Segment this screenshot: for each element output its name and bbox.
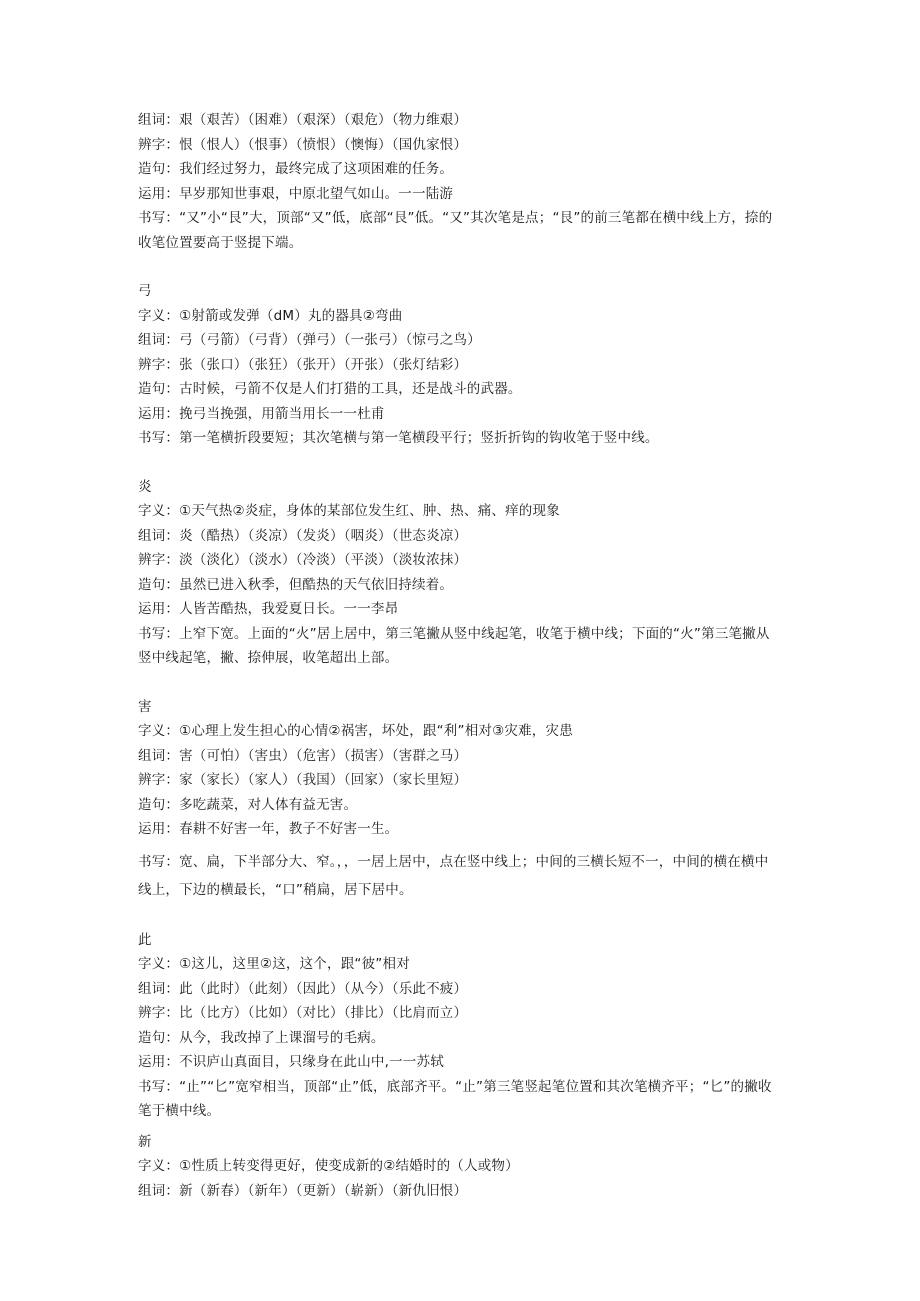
- intro-zaoju: 造句：我们经过努力，最终完成了这项困难的任务。: [138, 161, 454, 177]
- entry-ziyi: 字义：①这儿，这里②这，这个，跟“彼”相对: [138, 956, 410, 972]
- entry-zaoju: 造句：古时候，弓箭不仅是人们打猎的工具，还是战斗的武器。: [138, 381, 522, 397]
- entry-ziyi: 字义：①射箭或发弹（dM）丸的器具②弯曲: [138, 307, 403, 324]
- entry-zuci: 组词：弓（弓箭）（弓背）（弹弓）（一张弓）（惊弓之鸟）: [138, 332, 481, 348]
- entry-zuci: 组词：此（此时）（此刻）（因此）（从今）（乐此不疲）: [138, 980, 468, 997]
- entry-shuxie: 书写：上窄下宽。上面的“火”居上居中，第三笔撇从竖中线起笔，收笔于横中线；下面的“火”第三笔撇从竖中线起笔，撇、捺伸展，收笔超出上部。: [138, 625, 770, 666]
- entry-zuci: 组词：害（可怕）（害虫）（危害）（损害）（害群之马）: [138, 747, 468, 764]
- entry-ziyi: 字义：①天气热②炎症，身体的某部位发生红、肿、热、痛、痒的现象: [138, 503, 560, 519]
- entry-heading: 此: [138, 931, 152, 948]
- entry-heading: 炎: [138, 478, 152, 495]
- intro-bianzi: 辨字：恨（恨人）（恨事）（愤恨）（懊悔）（国仇家恨）: [138, 136, 468, 153]
- entry-ziyi: 字义：①心理上发生担心的心情②祸害，坏处，跟“利”相对③灾难，灾患: [138, 723, 573, 739]
- entry-heading: 弓: [138, 283, 152, 299]
- entry-ziyi: 字义：①性质上转变得更好，使变成新的②结婚时的（人或物）: [138, 1158, 519, 1174]
- entry-heading: 害: [138, 698, 152, 715]
- entry-zuci: 组词：炎（酷热）（炎凉）（发炎）（咽炎）（世态炎凉）: [138, 527, 468, 544]
- entry-shuxie: 书写：宽、扁，下半部分大、窄。，，一居上居中，点在竖中线上；中间的三横长短不一，中间的横在横中线上，下边的横最长，“口”稍扁，居下居中。: [138, 853, 769, 898]
- entry-zaoju: 造句：多吃蔬菜，对人体有益无害。: [138, 796, 358, 813]
- intro-zuci: 组词：艰（艰苦）（困难）（艰深）（艰危）（物力维艰）: [138, 112, 468, 128]
- entry-bianzi: 辨字：张（张口）（张狂）（张开）（开张）（张灯结彩）: [138, 356, 468, 373]
- entry-shuxie: 书写：“止”“匕”宽窄相当，顶部“止”低，底部齐平。“止”第三笔竖起笔位置和其次笔横齐平；“匕”的撇收笔于横中线。: [138, 1078, 772, 1119]
- intro-shuxie: 书写：“又”小“艮”大，顶部“又”低，底部“艮”低。“又”其次笔是点；“艮”的前三笔都在横中线上方，捺的收笔位置要高于竖提下端。: [138, 210, 773, 251]
- document-body: [138, 108, 778, 1203]
- intro-yunyong: 运用：早岁那知世事艰，中原北望气如山。一一陆游: [138, 185, 454, 202]
- entry-zaoju: 造句：从今，我改掉了上课溜号的毛病。: [138, 1029, 385, 1046]
- entry-shuxie: 书写：第一笔横折段要短；其次笔横与第一笔横段平行；竖折折钩的钩收笔于竖中线。: [138, 430, 659, 446]
- entry-yunyong: 运用：春耕不好害一年，教子不好害一生。: [138, 821, 399, 837]
- entry-bianzi: 辨字：家（家长）（家人）（我国）（回家）（家长里短）: [138, 772, 468, 788]
- entry-zaoju: 造句：虽然已进入秋季，但酷热的天气依旧持续着。: [138, 576, 454, 593]
- entry-yunyong: 运用：挽弓当挽强，用箭当用长一一杜甫: [138, 405, 385, 422]
- entry-bianzi: 辨字：比（比方）（比如）（对比）（排比）（比肩而立）: [138, 1005, 468, 1021]
- entry-yunyong: 运用：不识庐山真面目，只缘身在此山中,一一苏轼: [138, 1054, 444, 1070]
- entry-bianzi: 辨字：淡（淡化）（淡水）（冷淡）（平淡）（淡妆浓抹）: [138, 552, 468, 568]
- entry-zuci: 组词：新（新春）（新年）（更新）（崭新）（新仇旧恨）: [138, 1182, 468, 1199]
- entry-yunyong: 运用：人皆苦酷热，我爱夏日长。一一李昂: [138, 601, 399, 617]
- entry-heading: 新: [138, 1133, 152, 1150]
